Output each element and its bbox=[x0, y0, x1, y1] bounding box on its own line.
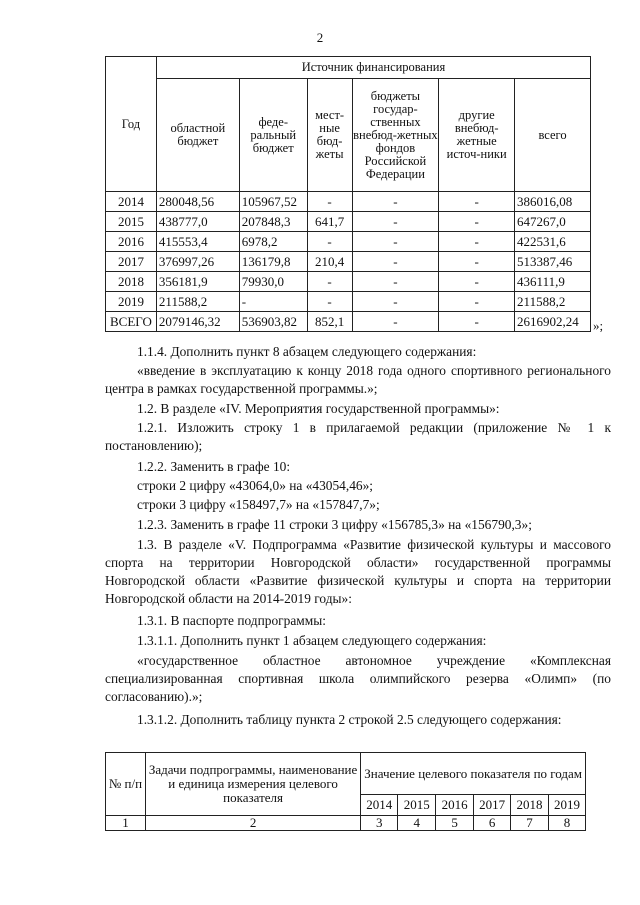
financing-row bbox=[106, 292, 591, 312]
amount-cell: - bbox=[439, 312, 515, 332]
year-cell: 2014 bbox=[106, 192, 157, 212]
column-number: 7 bbox=[511, 816, 549, 831]
amount-cell: - bbox=[307, 272, 352, 292]
column-number: 5 bbox=[436, 816, 474, 831]
page-number: 2 bbox=[316, 30, 324, 45]
year-header: 2015 bbox=[398, 795, 436, 816]
amount-cell: 438777,0 bbox=[156, 212, 239, 232]
paragraph-row-2: строки 2 цифру «43064,0» на «43054,46»; bbox=[137, 478, 374, 493]
amount-cell: - bbox=[352, 192, 439, 212]
column-number: 1 bbox=[106, 816, 146, 831]
header-regional-budget: областной бюджет bbox=[156, 79, 239, 192]
header-federal-budget: феде-ральный бюджет bbox=[239, 79, 307, 192]
amount-cell: 436111,9 bbox=[515, 272, 591, 292]
amount-cell: - bbox=[352, 212, 439, 232]
amount-cell: 6978,2 bbox=[239, 232, 307, 252]
amount-cell: 105967,52 bbox=[239, 192, 307, 212]
header-tasks: Задачи подпрограммы, наименование и единица измерения целевого показателя bbox=[145, 753, 360, 816]
header-year: Год bbox=[106, 57, 157, 192]
header-row-number: № п/п bbox=[106, 753, 146, 816]
amount-cell: 207848,3 bbox=[239, 212, 307, 232]
amount-cell: 641,7 bbox=[307, 212, 352, 232]
amount-cell: - bbox=[239, 292, 307, 312]
amount-cell: - bbox=[307, 292, 352, 312]
year-cell: 2015 bbox=[106, 212, 157, 232]
amount-cell: 211588,2 bbox=[515, 292, 591, 312]
paragraph-1-2: 1.2. В разделе «IV. Мероприятия государственной программы»: bbox=[137, 401, 500, 416]
amount-cell: 415553,4 bbox=[156, 232, 239, 252]
amount-cell: - bbox=[439, 192, 515, 212]
header-financing-source: Источник финансирования bbox=[156, 57, 590, 79]
paragraph-1-3-1-2: 1.3.1.2. Дополнить таблицу пункта 2 строкой 2.5 следующего содержания: bbox=[137, 712, 562, 727]
amount-cell: - bbox=[439, 252, 515, 272]
amount-cell: 136179,8 bbox=[239, 252, 307, 272]
year-header: 2016 bbox=[436, 795, 474, 816]
financing-row bbox=[106, 232, 591, 252]
amount-cell: - bbox=[307, 192, 352, 212]
column-number: 4 bbox=[398, 816, 436, 831]
amount-cell: - bbox=[439, 272, 515, 292]
amount-cell: - bbox=[352, 232, 439, 252]
amount-cell: 376997,26 bbox=[156, 252, 239, 272]
header-state-funds: бюджеты государ-ственных внебюд-жетных фондов Российской Федерации bbox=[352, 79, 439, 192]
paragraph-1-3: 1.3. В разделе «V. Подпрограмма «Развитие физической культуры и массового спорта на территории Новгородской области» государственной программы Новгородской области «Развитие физической культуры и спорта на территории Новгородской области на 2014-2019 годы»: bbox=[105, 537, 611, 606]
year-cell: 2019 bbox=[106, 292, 157, 312]
financing-row bbox=[106, 212, 591, 232]
column-number: 6 bbox=[474, 816, 511, 831]
column-number: 3 bbox=[361, 816, 398, 831]
financing-table-body bbox=[106, 192, 591, 332]
amount-cell: 2616902,24 bbox=[515, 312, 591, 332]
financing-row bbox=[106, 252, 591, 272]
financing-table bbox=[105, 56, 591, 332]
amount-cell: - bbox=[352, 252, 439, 272]
amount-cell: - bbox=[439, 292, 515, 312]
amount-cell: - bbox=[352, 312, 439, 332]
amount-cell: 513387,46 bbox=[515, 252, 591, 272]
year-header: 2014 bbox=[361, 795, 398, 816]
header-local-budgets: мест-ные бюд-жеты bbox=[307, 79, 352, 192]
table-closing-quote: »; bbox=[593, 318, 604, 333]
page-footer bbox=[190, 884, 450, 885]
paragraph-1-2-3: 1.2.3. Заменить в графе 11 строки 3 цифру «156785,3» на «156790,3»; bbox=[137, 517, 532, 532]
amount-cell: - bbox=[439, 232, 515, 252]
financing-row bbox=[106, 312, 591, 332]
amount-cell: - bbox=[307, 232, 352, 252]
year-cell: ВСЕГО bbox=[106, 312, 157, 332]
amount-cell: 386016,08 bbox=[515, 192, 591, 212]
amount-cell: 356181,9 bbox=[156, 272, 239, 292]
numbering-row bbox=[106, 816, 586, 831]
header-total: всего bbox=[515, 79, 591, 192]
target-indicators-table bbox=[105, 752, 586, 831]
amount-cell: 422531,6 bbox=[515, 232, 591, 252]
amount-cell: - bbox=[352, 292, 439, 312]
year-header: 2018 bbox=[511, 795, 549, 816]
amount-cell: - bbox=[439, 212, 515, 232]
column-number: 2 bbox=[145, 816, 360, 831]
year-cell: 2018 bbox=[106, 272, 157, 292]
year-header: 2017 bbox=[474, 795, 511, 816]
paragraph-1-3-1: 1.3.1. В паспорте подпрограммы: bbox=[137, 613, 326, 628]
year-cell: 2017 bbox=[106, 252, 157, 272]
column-number: 8 bbox=[549, 816, 586, 831]
year-header: 2019 bbox=[549, 795, 586, 816]
financing-row bbox=[106, 192, 591, 212]
year-cell: 2016 bbox=[106, 232, 157, 252]
paragraph-1-1-4: 1.1.4. Дополнить пункт 8 абзацем следующего содержания: bbox=[137, 344, 477, 359]
paragraph-row-3: строки 3 цифру «158497,7» на «157847,7»; bbox=[137, 497, 380, 512]
paragraph-1-3-1-1: 1.3.1.1. Дополнить пункт 1 абзацем следующего содержания: bbox=[137, 633, 487, 648]
amount-cell: 2079146,32 bbox=[156, 312, 239, 332]
header-other-sources: другие внебюд-жетные источ-ники bbox=[439, 79, 515, 192]
amount-cell: 647267,0 bbox=[515, 212, 591, 232]
amount-cell: 852,1 bbox=[307, 312, 352, 332]
amount-cell: 210,4 bbox=[307, 252, 352, 272]
header-target-value: Значение целевого показателя по годам bbox=[361, 753, 586, 795]
paragraph-1-2-2: 1.2.2. Заменить в графе 10: bbox=[137, 459, 291, 474]
paragraph-1-2-1: 1.2.1. Изложить строку 1 в прилагаемой редакции (приложение № 1 к постановлению); bbox=[105, 420, 611, 453]
financing-row bbox=[106, 272, 591, 292]
paragraph-quote-1: «введение в эксплуатацию к концу 2018 года одного спортивного регионального центра в рамках государственной программы.»; bbox=[105, 363, 611, 396]
amount-cell: 79930,0 bbox=[239, 272, 307, 292]
amount-cell: 280048,56 bbox=[156, 192, 239, 212]
amount-cell: - bbox=[352, 272, 439, 292]
paragraph-quote-2: «государственное областное автономное учреждение «Комплексная специализированная спортивная школа олимпийского резерва «Олимп» (по согласованию).»; bbox=[105, 653, 611, 704]
amount-cell: 211588,2 bbox=[156, 292, 239, 312]
amount-cell: 536903,82 bbox=[239, 312, 307, 332]
